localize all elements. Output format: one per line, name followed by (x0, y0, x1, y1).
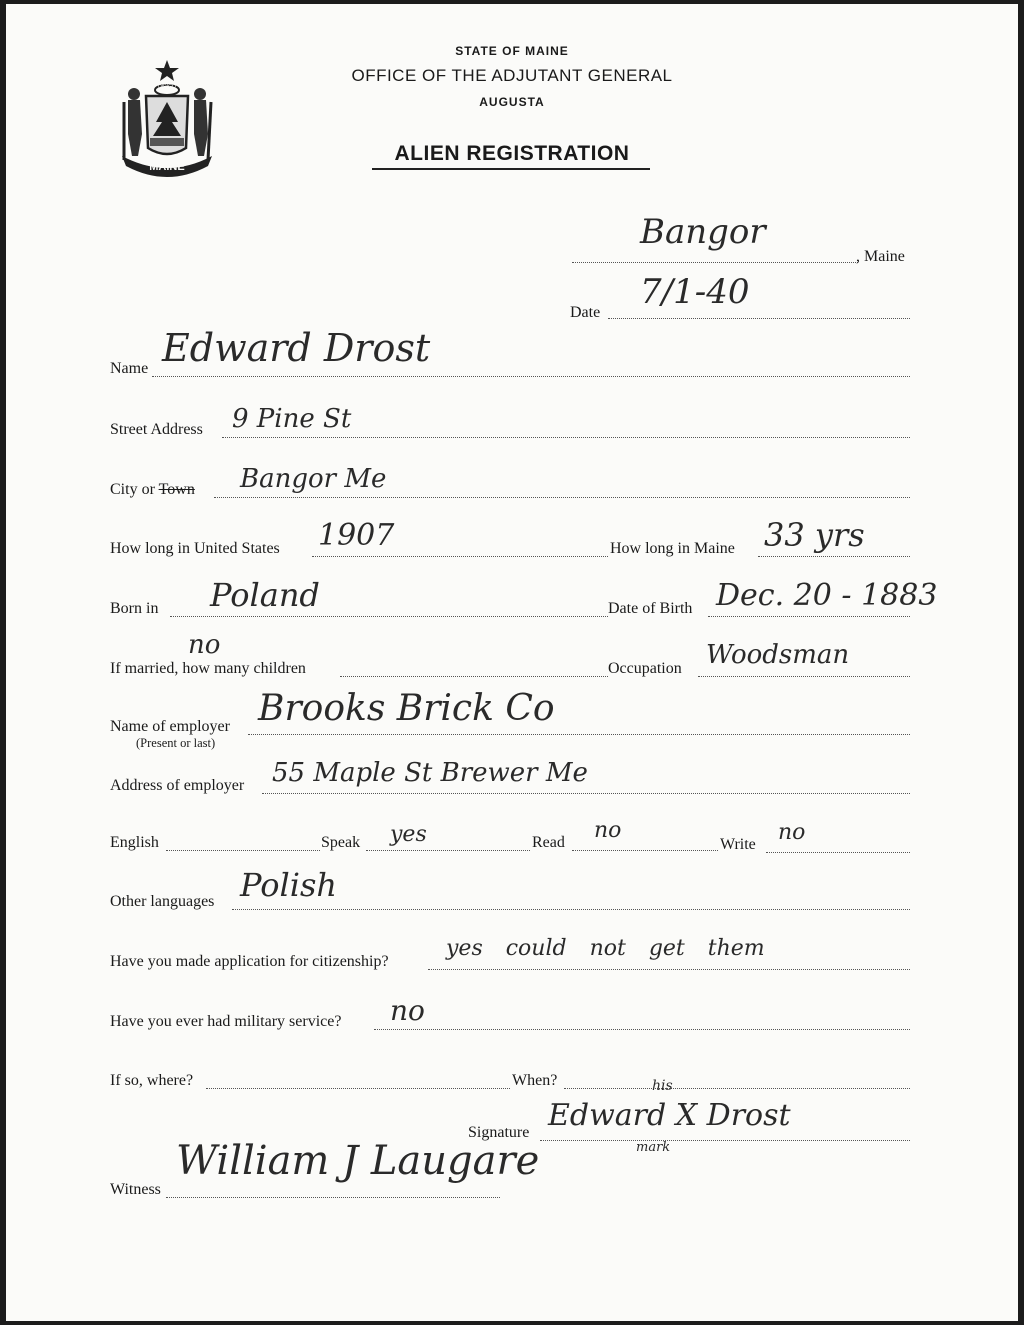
city-label-prefix: City or (110, 481, 155, 498)
other-lang-label: Other languages (110, 893, 215, 910)
occupation-entry: Woodsman (706, 640, 850, 670)
seal-ribbon-text: MAINE (149, 161, 185, 173)
write-entry: no (778, 820, 806, 845)
where-label: If so, where? (110, 1072, 194, 1089)
seal-motto-text: DIRIGO (158, 84, 176, 90)
office-heading: OFFICE OF THE ADJUTANT GENERAL (351, 66, 673, 85)
military-line (374, 1029, 910, 1030)
witness-entry: William J Laugare (176, 1138, 540, 1184)
speak-label: Speak (321, 834, 361, 851)
employer-address-label: Address of employer (110, 777, 245, 794)
english-label: English (110, 834, 159, 851)
state-heading: STATE OF MAINE (455, 44, 569, 58)
us-label: How long in United States (110, 540, 280, 557)
name-entry: Edward Drost (162, 326, 431, 370)
employer-line (248, 734, 910, 735)
born-line (170, 616, 608, 617)
write-label: Write (720, 836, 756, 853)
dob-entry: Dec. 20 - 1883 (716, 578, 938, 613)
street-line (222, 437, 910, 438)
english-line (166, 850, 320, 851)
city-label (110, 481, 195, 499)
place-line (572, 262, 858, 263)
employer-label: Name of employer (110, 718, 230, 735)
name-line (152, 376, 910, 377)
where-line (206, 1088, 510, 1089)
date-entry: 7/1-40 (640, 272, 750, 312)
place-suffix-label: , Maine (856, 248, 905, 265)
born-entry: Poland (210, 576, 320, 614)
military-label: Have you ever had military service? (110, 1013, 342, 1030)
occupation-line (698, 676, 910, 677)
married-line (340, 676, 608, 677)
witness-line (166, 1197, 500, 1198)
maine-label: How long in Maine (610, 540, 735, 557)
date-label: Date (570, 304, 601, 321)
name-label: Name (110, 360, 149, 377)
other-lang-line (232, 909, 910, 910)
city-entry: Bangor Me (240, 464, 387, 494)
children-entry: no (188, 630, 221, 660)
maine-entry: 33 yrs (764, 516, 865, 554)
us-line (312, 556, 608, 557)
employer-sublabel: (Present or last) (136, 736, 216, 750)
citizenship-entry: yes could not get them (446, 936, 765, 961)
dob-line (708, 616, 910, 617)
city-label-struck: Town (158, 481, 195, 498)
citizenship-label: Have you made application for citizenship? (110, 953, 389, 970)
dob-label: Date of Birth (608, 600, 693, 617)
witness-label: Witness (110, 1181, 161, 1198)
signature-label: Signature (468, 1124, 530, 1141)
read-line (572, 850, 718, 851)
married-label: If married, how many children (110, 660, 306, 677)
write-line (766, 852, 910, 853)
citizenship-line (428, 969, 910, 970)
when-line (564, 1088, 910, 1089)
employer-entry: Brooks Brick Co (258, 688, 555, 729)
read-label: Read (532, 834, 565, 851)
speak-entry: yes (390, 822, 427, 847)
born-label: Born in (110, 600, 159, 617)
other-lang-entry: Polish (240, 866, 337, 904)
when-label: When? (512, 1072, 558, 1089)
mark-his-entry: his (652, 1078, 673, 1094)
signature-entry: Edward X Drost (548, 1098, 791, 1133)
street-entry: 9 Pine St (232, 404, 352, 434)
title-underline (372, 168, 650, 170)
form-title: ALIEN REGISTRATION (394, 142, 630, 165)
us-entry: 1907 (318, 518, 395, 553)
read-entry: no (594, 818, 622, 843)
military-entry: no (390, 994, 425, 1027)
maine-line (758, 556, 910, 557)
speak-line (366, 850, 530, 851)
occupation-label: Occupation (608, 660, 682, 677)
date-line (608, 318, 910, 319)
employer-address-line (262, 793, 910, 794)
city-line (214, 497, 910, 498)
city-heading: AUGUSTA (479, 95, 545, 109)
place-entry: Bangor (640, 212, 766, 252)
signature-line (540, 1140, 910, 1141)
mark-label-entry: mark (636, 1140, 671, 1155)
street-label: Street Address (110, 421, 203, 438)
employer-address-entry: 55 Maple St Brewer Me (272, 758, 588, 788)
